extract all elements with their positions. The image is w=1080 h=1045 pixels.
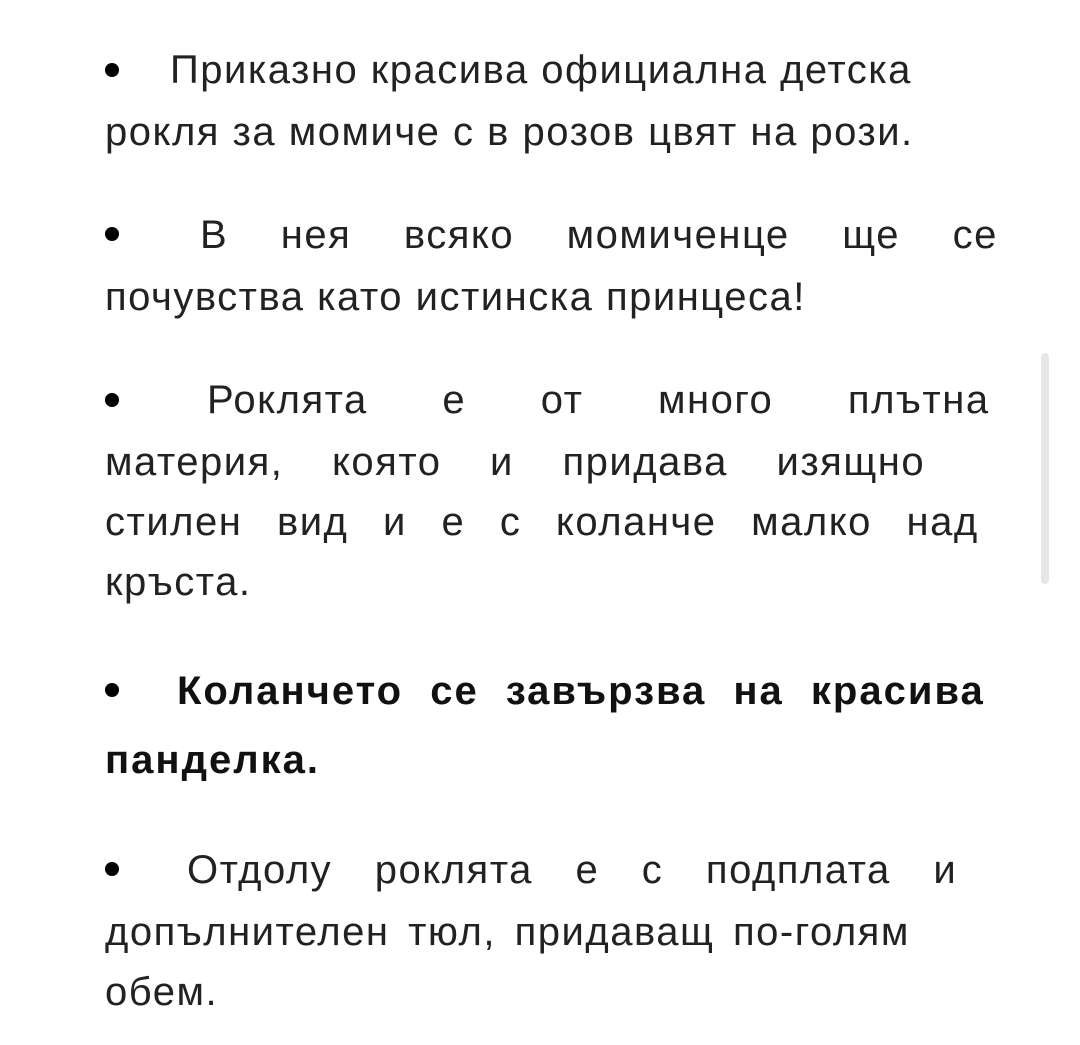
description-line: почувства като истинска принцеса! bbox=[105, 275, 806, 319]
description-line: Коланчето се завързва на красива bbox=[177, 669, 985, 713]
description-line: допълнителен тюл, придаващ по-голям bbox=[105, 910, 910, 954]
bullet-icon bbox=[105, 227, 119, 241]
bullet-icon bbox=[105, 393, 119, 407]
bullet-icon bbox=[105, 63, 119, 77]
description-line: Приказно красива официална детска bbox=[170, 48, 912, 92]
description-line: В нея всяко момиченце ще се bbox=[200, 213, 998, 257]
description-line: Роклята е от много плътна bbox=[207, 378, 990, 422]
description-line: стилен вид и е с коланче малко над bbox=[105, 500, 979, 544]
description-line: кръста. bbox=[105, 560, 252, 604]
description-line: материя, която и придава изящно bbox=[105, 440, 926, 484]
description-line: обем. bbox=[105, 970, 219, 1014]
description-line: Отдолу роклята е с подплата и bbox=[187, 848, 958, 892]
scrollbar[interactable] bbox=[1041, 353, 1049, 584]
description-line: рокля за момиче с в розов цвят на рози. bbox=[105, 110, 914, 154]
bullet-icon bbox=[105, 862, 119, 876]
bullet-icon bbox=[105, 683, 119, 697]
description-line: панделка. bbox=[105, 738, 320, 782]
